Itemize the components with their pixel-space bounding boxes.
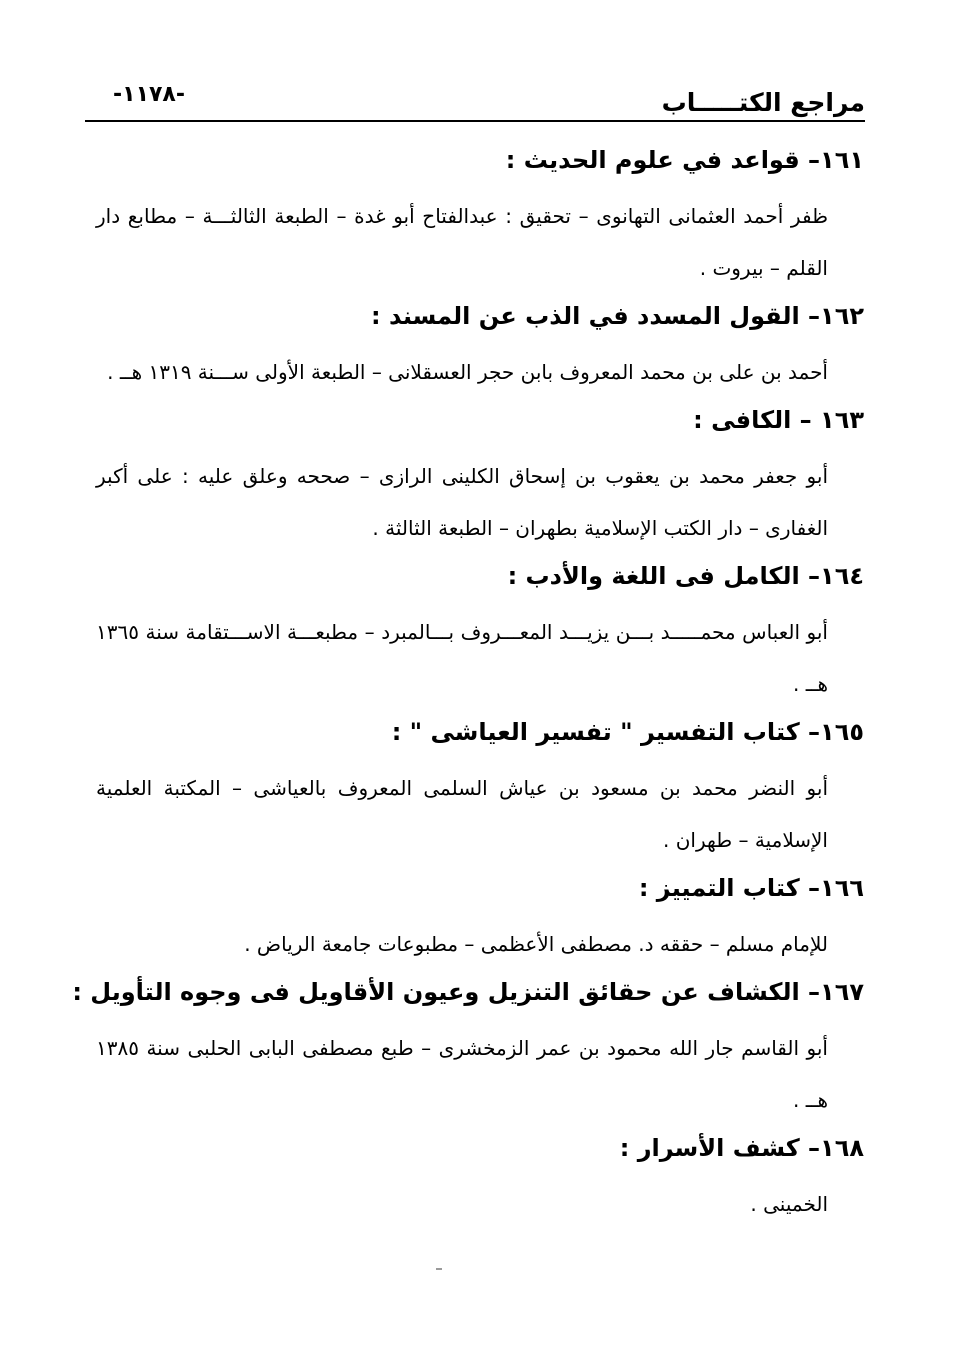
entry-body: ظفر أحمد العثمانى التهانوى – تحقيق : عبدالفتاح أبو غدة – الطبعة الثالثـــة – مطابع دار القلم – بيروت . — [96, 204, 828, 280]
bibliography-entry — [96, 554, 864, 710]
entry-heading: ١٦٤– الكامل فى اللغة والأدب : — [507, 562, 864, 590]
entry-body: أبو جعفر محمد بن يعقوب بن إسحاق الكلينى الرازى – صححه وعلق عليه : على أكبر الغفارى – دار الكتب الإسلامية بطهران – الطبعة الثالثة . — [96, 464, 828, 540]
bibliography-list — [72, 138, 864, 1230]
entry-body: للإمام مسلم – حققه د. مصطفى الأعظمى – مطبوعات جامعة الرياض . — [244, 932, 828, 956]
entry-body: أبو النضر محمد بن مسعود بن عياش السلمى المعروف بالعياشى – المكتبة العلمية الإسلامية – طهران . — [96, 776, 828, 852]
page-title: مراجع الكتـــــاب — [661, 88, 865, 117]
bibliography-entry — [96, 138, 864, 294]
bibliography-entry — [96, 710, 864, 866]
entry-heading: ١٦٨– كشف الأسرار : — [619, 1134, 864, 1162]
entry-heading: ١٦٥– كتاب التفسير " تفسير العياشى " : — [391, 718, 864, 746]
entry-body: أبو القاسم جار الله محمود بن عمر الزمخشرى – طبع مصطفى البابى الحلبى سنة ١٣٨٥ هــ . — [96, 1036, 828, 1112]
page-header — [85, 80, 865, 122]
entry-heading: ١٦١– قواعد في علوم الحديث : — [505, 146, 864, 174]
entry-heading: ١٦٦– كتاب التمييز : — [638, 874, 864, 902]
entry-heading: ١٦٣ – الكافى : — [693, 406, 864, 434]
page-number: -١١٧٨- — [113, 82, 185, 107]
entry-body: أحمد بن على بن محمد المعروف بابن حجر العسقلانى – الطبعة الأولى ســـنة ١٣١٩ هــ . — [107, 360, 828, 384]
entry-heading: ١٦٢– القول المسدد في الذب عن المسند : — [371, 302, 864, 330]
bibliography-entry — [96, 398, 864, 554]
scan-speck — [436, 1268, 442, 1270]
bibliography-entry — [72, 970, 864, 1126]
entry-heading: ١٦٧– الكشاف عن حقائق التنزيل وعيون الأقاويل فى وجوه التأويل : — [72, 978, 864, 1006]
bibliography-entry — [96, 1126, 864, 1230]
entry-body: أبو العباس محمـــــد بـــن يزيـــد المعـــروف بـــالمبرد – مطبعـــة الاســـتقامة سنة ١٣٦٥ هــ . — [96, 620, 828, 696]
bibliography-entry — [96, 866, 864, 970]
entry-body: الخمينى . — [750, 1192, 828, 1216]
bibliography-entry — [96, 294, 864, 398]
